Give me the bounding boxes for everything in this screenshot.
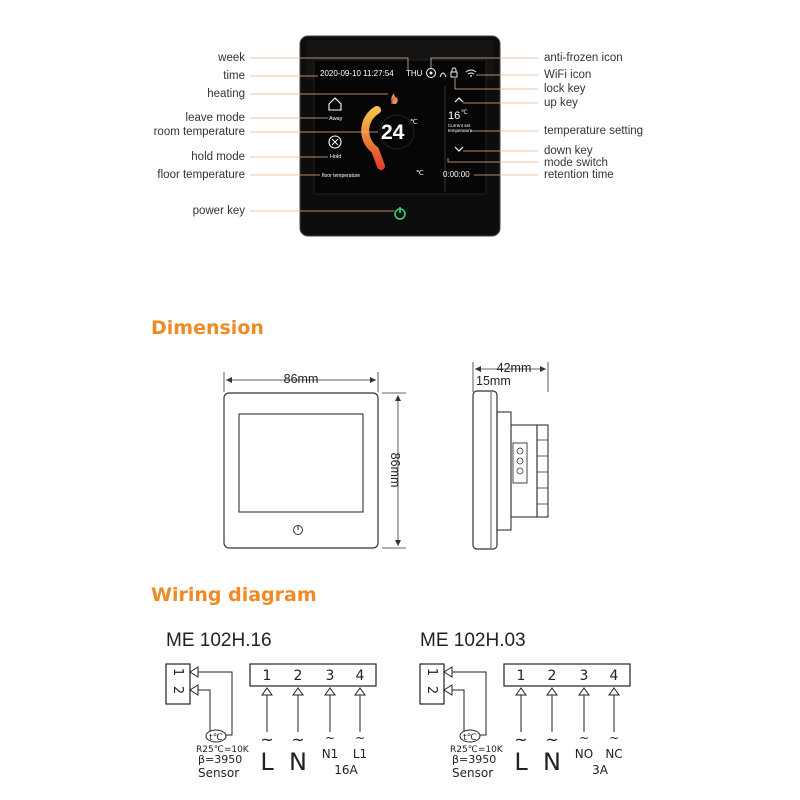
terminal-number: 3	[325, 668, 335, 684]
ac-symbol: ~	[545, 730, 559, 749]
sensor-lead	[198, 690, 210, 735]
sensor-symbol: t℃	[463, 733, 477, 743]
hold-label: Hold	[330, 154, 342, 160]
terminal-number: 4	[355, 668, 365, 684]
terminal-number: 3	[579, 668, 589, 684]
terminal-arrow	[547, 688, 557, 695]
sensor-label: Sensor	[198, 766, 240, 780]
retention-time-value: 0:00:00	[443, 170, 470, 179]
sensor-spec: β=3950	[198, 753, 243, 766]
wifi-icon-dot	[470, 75, 472, 77]
wire-label: L	[514, 748, 528, 776]
terminal-arrow	[262, 688, 272, 695]
wire-label: NO	[574, 747, 594, 761]
floor-temperature-unit: ℃	[416, 170, 424, 177]
sensor-pin-arrow	[444, 685, 452, 695]
callouts-left	[154, 52, 246, 217]
callout-retention-time: retention time	[544, 169, 614, 181]
anti-frozen-icon-dot	[430, 72, 433, 75]
set-temperature-unit: ℃	[461, 110, 468, 116]
callout-up-key: up key	[544, 97, 578, 109]
callout-heating: heating	[207, 88, 245, 100]
terminal-number: 1	[262, 668, 272, 684]
sensor-spec: R25℃=10K	[450, 745, 503, 755]
terminal-arrow	[609, 688, 619, 695]
ac-symbol: ~	[291, 730, 305, 749]
dimension-plate: 15mm	[476, 374, 511, 388]
wiring-models	[166, 630, 630, 780]
terminal-arrow	[293, 688, 303, 695]
sensor-pin-label: 2	[424, 685, 439, 695]
thermostat-front-view	[300, 36, 500, 236]
sensor-lead	[452, 690, 464, 735]
current-rating: 3A	[592, 763, 608, 777]
sensor-lead	[198, 672, 232, 735]
sensor-pin-arrow	[444, 667, 452, 677]
terminal-arrow	[355, 688, 365, 695]
floor-temperature-label: floor temperature	[322, 173, 361, 179]
ac-symbol: ~	[578, 731, 590, 745]
sensor-symbol: t℃	[209, 733, 223, 743]
screen-datetime: 2020-09-10 11:27:54	[320, 69, 394, 78]
sensor-pin-arrow	[190, 667, 198, 677]
callout-wifi-icon: WiFi icon	[544, 69, 592, 81]
ac-symbol: ~	[514, 730, 528, 749]
wire-label: NC	[605, 747, 623, 761]
callouts-right	[544, 52, 643, 181]
callout-anti-frozen-icon: anti-frozen icon	[544, 52, 623, 64]
wire-label: N	[543, 748, 561, 776]
sensor-spec: β=3950	[452, 753, 497, 766]
wire-label: L	[260, 748, 274, 776]
dimension-height: 86mm	[388, 452, 402, 488]
sensor-pin-label: 1	[424, 667, 439, 677]
callout-leave-mode: leave mode	[185, 112, 245, 124]
callout-lock-key: lock key	[544, 83, 586, 95]
callout-room-temperature: room temperature	[153, 126, 245, 138]
ac-symbol: ~	[260, 730, 274, 749]
wire-label: N	[289, 748, 307, 776]
terminal-number: 2	[547, 668, 557, 684]
dimension-heading: Dimension	[151, 317, 264, 339]
callout-temperature-setting: temperature setting	[544, 125, 644, 137]
ac-symbol: ~	[354, 731, 366, 745]
terminal-arrow	[579, 688, 589, 695]
screen-weekday: THU	[406, 69, 423, 78]
wire-label: N1	[321, 747, 339, 761]
callout-power-key: power key	[192, 205, 245, 217]
set-caption-line-2: temperature	[448, 128, 473, 133]
sensor-label: Sensor	[452, 766, 494, 780]
callout-down-key: down key	[544, 145, 593, 157]
dimension-front-drawing	[224, 372, 406, 548]
wire-label: L1	[352, 747, 368, 761]
away-label: Away	[329, 116, 343, 122]
callout-time: time	[223, 70, 245, 82]
terminal-arrow	[516, 688, 526, 695]
sensor-pin-arrow	[190, 685, 198, 695]
sensor-pin-label: 2	[170, 685, 185, 695]
sensor-pin-label: 1	[170, 667, 185, 677]
terminal-number: 1	[516, 668, 526, 684]
dimension-side-drawing	[473, 362, 548, 549]
wiring-model	[166, 630, 376, 780]
model-name: ME 102H.03	[420, 630, 526, 651]
terminal-number: 4	[609, 668, 619, 684]
callout-hold-mode: hold mode	[191, 151, 245, 163]
set-caption-line-1: Current set	[448, 123, 471, 128]
room-temperature-unit: ℃	[410, 119, 418, 126]
terminal-arrow	[325, 688, 335, 695]
ac-symbol: ~	[608, 731, 620, 745]
sensor-lead	[452, 672, 486, 735]
room-temperature-value: 24	[381, 121, 405, 144]
sensor-spec: R25℃=10K	[196, 745, 249, 755]
current-rating: 16A	[334, 763, 358, 777]
callout-mode-switch: mode switch	[544, 157, 608, 169]
set-temperature-value: 16	[448, 110, 461, 122]
wiring-model	[420, 630, 630, 780]
dimension-width: 86mm	[283, 372, 319, 386]
dimension-depth: 42mm	[496, 361, 532, 375]
callout-week: week	[218, 52, 245, 64]
terminal-number: 2	[293, 668, 303, 684]
callout-floor-temperature: floor temperature	[157, 169, 245, 181]
model-name: ME 102H.16	[166, 630, 272, 651]
ac-symbol: ~	[324, 731, 336, 745]
wiring-heading: Wiring diagram	[151, 584, 317, 606]
